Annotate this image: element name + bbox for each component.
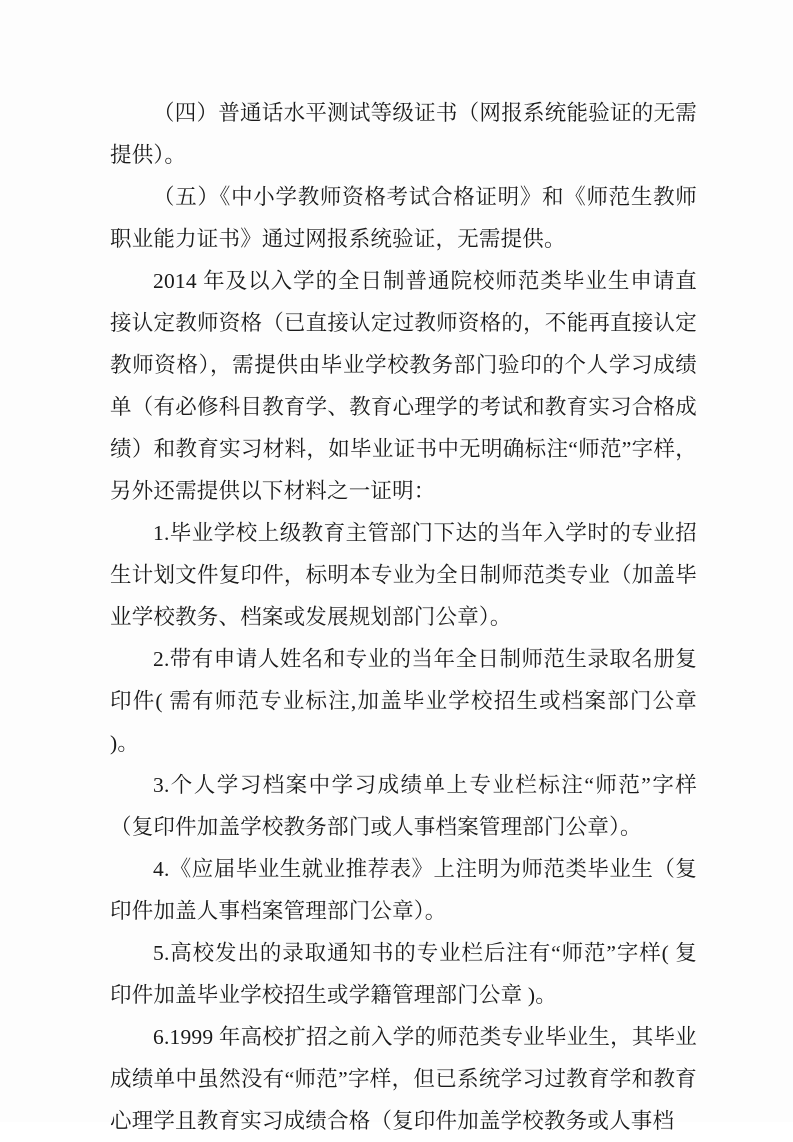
- document-body: [110, 92, 697, 1142]
- paragraph-item-4: （四）普通话水平测试等级证书（网报系统能验证的无需提供）。: [110, 101, 697, 167]
- paragraph-proof-5: 5.高校发出的录取通知书的专业栏后注有“师范”字样( 复印件加盖毕业学校招生或学籍管理部门公章 )。: [110, 941, 697, 1007]
- paragraph-proof-6: 6.1999 年高校扩招之前入学的师范类专业毕业生，其毕业成绩单中虽然没有“师范”字样，但已系统学习过教育学和教育心理学且教育实习成绩合格（复印件加盖学校教务或人事档: [110, 1025, 697, 1133]
- paragraph-proof-2: 2.带有申请人姓名和专业的当年全日制师范生录取名册复印件( 需有师范专业标注,加盖毕业学校招生或档案部门公章 )。: [110, 647, 697, 755]
- paragraph-proof-1: 1.毕业学校上级教育主管部门下达的当年入学时的专业招生计划文件复印件，标明本专业为全日制师范类专业（加盖毕业学校教务、档案或发展规划部门公章）。: [110, 521, 697, 629]
- paragraph-proof-4: 4.《应届毕业生就业推荐表》上注明为师范类毕业生（复印件加盖人事档案管理部门公章）。: [110, 857, 697, 923]
- paragraph-proof-3: 3.个人学习档案中学习成绩单上专业栏标注“师范”字样（复印件加盖学校教务部门或人事档案管理部门公章）。: [110, 773, 697, 839]
- paragraph-normal-school-graduates: 2014 年及以入学的全日制普通院校师范类毕业生申请直接认定教师资格（已直接认定过教师资格的，不能再直接认定教师资格），需提供由毕业学校教务部门验印的个人学习成绩单（有必修科目教育学、教育心理学的考试和教育实习合格成绩）和教育实习材料，如毕业证书中无明确标注“师范”字样，另外还需提供以下材料之一证明：: [110, 269, 697, 503]
- paragraph-item-5: （五）《中小学教师资格考试合格证明》和《师范生教师职业能力证书》通过网报系统验证，无需提供。: [110, 185, 697, 251]
